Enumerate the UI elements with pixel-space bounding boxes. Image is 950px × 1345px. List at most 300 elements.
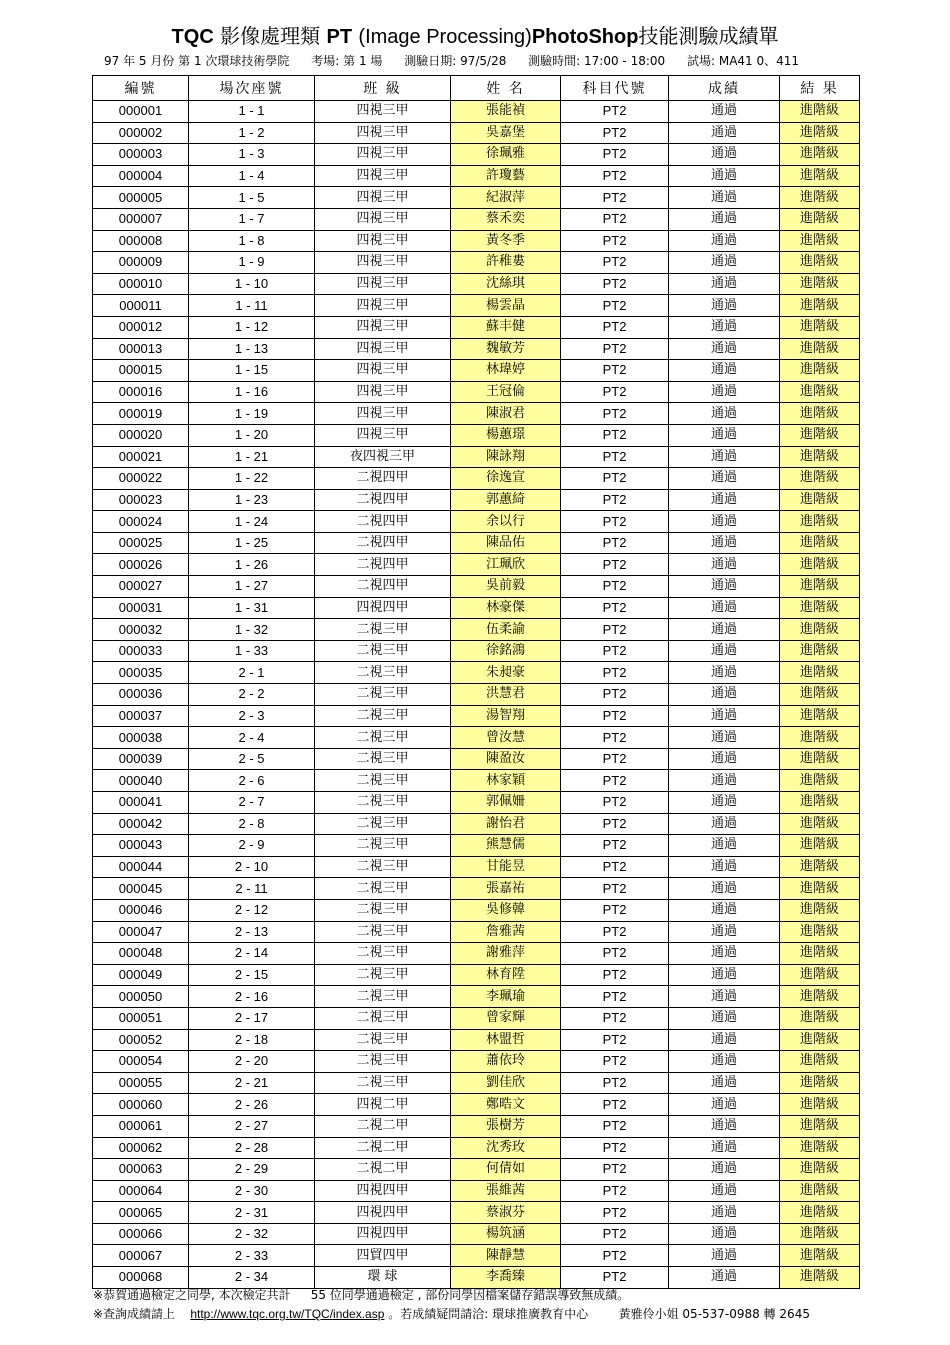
- cell-score: 通過: [669, 273, 780, 295]
- cell-result: 進階級: [780, 835, 860, 857]
- cell-result: 進階級: [780, 381, 860, 403]
- cell-id: 000032: [93, 619, 189, 641]
- cell-id: 000045: [93, 878, 189, 900]
- table-row: [93, 878, 860, 900]
- cell-class: 四視三甲: [315, 424, 451, 446]
- cell-score: 通過: [669, 1094, 780, 1116]
- cell-result: 進階級: [780, 748, 860, 770]
- cell-result: 進階級: [780, 878, 860, 900]
- cell-subject: PT2: [561, 662, 669, 684]
- cell-result: 進階級: [780, 295, 860, 317]
- table-row: [93, 1267, 860, 1289]
- cell-score: 通過: [669, 165, 780, 187]
- cell-name: 楊雲晶: [451, 295, 561, 317]
- cell-seat: 1 - 9: [189, 252, 315, 274]
- cell-class: 二視三甲: [315, 878, 451, 900]
- cell-seat: 2 - 12: [189, 899, 315, 921]
- cell-subject: PT2: [561, 813, 669, 835]
- cell-result: 進階級: [780, 1137, 860, 1159]
- cell-result: 進階級: [780, 1159, 860, 1181]
- table-row: [93, 1245, 860, 1267]
- cell-id: 000043: [93, 835, 189, 857]
- cell-class: 四視三甲: [315, 316, 451, 338]
- table-row: [93, 748, 860, 770]
- cell-id: 000054: [93, 1051, 189, 1073]
- cell-name: 林豪傑: [451, 597, 561, 619]
- cell-name: 王冠倫: [451, 381, 561, 403]
- cell-seat: 1 - 4: [189, 165, 315, 187]
- cell-id: 000009: [93, 252, 189, 274]
- cell-subject: PT2: [561, 187, 669, 209]
- pass-count: 55: [310, 1288, 326, 1302]
- cell-name: 陳盈汝: [451, 748, 561, 770]
- table-row: [93, 1029, 860, 1051]
- cell-seat: 2 - 33: [189, 1245, 315, 1267]
- cell-score: 通過: [669, 1223, 780, 1245]
- cell-subject: PT2: [561, 856, 669, 878]
- cell-result: 進階級: [780, 252, 860, 274]
- cell-seat: 1 - 11: [189, 295, 315, 317]
- cell-seat: 2 - 31: [189, 1202, 315, 1224]
- cell-subject: PT2: [561, 964, 669, 986]
- cell-subject: PT2: [561, 576, 669, 598]
- table-row: [93, 230, 860, 252]
- cell-id: 000037: [93, 705, 189, 727]
- cell-class: 二視三甲: [315, 662, 451, 684]
- table-row: [93, 208, 860, 230]
- cell-seat: 2 - 11: [189, 878, 315, 900]
- cell-id: 000012: [93, 316, 189, 338]
- cell-score: 通過: [669, 252, 780, 274]
- cell-score: 通過: [669, 1202, 780, 1224]
- exam-info: [104, 53, 817, 69]
- cell-id: 000041: [93, 792, 189, 814]
- cell-seat: 1 - 19: [189, 403, 315, 425]
- table-row: [93, 165, 860, 187]
- cell-result: 進階級: [780, 338, 860, 360]
- cell-id: 000010: [93, 273, 189, 295]
- cell-id: 000061: [93, 1115, 189, 1137]
- cell-subject: PT2: [561, 1051, 669, 1073]
- cell-name: 林瑋婷: [451, 360, 561, 382]
- footer-query: [93, 1306, 810, 1322]
- cell-seat: 2 - 26: [189, 1094, 315, 1116]
- cell-score: 通過: [669, 1029, 780, 1051]
- cell-score: 通過: [669, 338, 780, 360]
- title-brand: TQC: [171, 26, 214, 48]
- cell-name: 張樹芳: [451, 1115, 561, 1137]
- cell-score: 通過: [669, 1267, 780, 1289]
- cell-seat: 1 - 8: [189, 230, 315, 252]
- cell-id: 000007: [93, 208, 189, 230]
- cell-score: 通過: [669, 792, 780, 814]
- cell-class: 二視三甲: [315, 1072, 451, 1094]
- cell-result: 進階級: [780, 1223, 860, 1245]
- cell-id: 000040: [93, 770, 189, 792]
- cell-result: 進階級: [780, 446, 860, 468]
- table-row: [93, 252, 860, 274]
- cell-result: 進階級: [780, 165, 860, 187]
- table-row: [93, 424, 860, 446]
- cell-score: 通過: [669, 511, 780, 533]
- cell-subject: PT2: [561, 878, 669, 900]
- cell-subject: PT2: [561, 381, 669, 403]
- cell-seat: 2 - 29: [189, 1159, 315, 1181]
- table-row: [93, 921, 860, 943]
- cell-id: 000015: [93, 360, 189, 382]
- cell-name: 林家穎: [451, 770, 561, 792]
- exam-time: 測驗時間: 17:00 - 18:00: [528, 54, 666, 68]
- cell-result: 進階級: [780, 1202, 860, 1224]
- cell-class: 二視四甲: [315, 511, 451, 533]
- cell-score: 通過: [669, 1180, 780, 1202]
- cell-name: 林盟哲: [451, 1029, 561, 1051]
- cell-class: 四視三甲: [315, 165, 451, 187]
- cell-result: 進階級: [780, 597, 860, 619]
- cell-seat: 1 - 10: [189, 273, 315, 295]
- cell-id: 000001: [93, 101, 189, 123]
- cell-subject: PT2: [561, 338, 669, 360]
- cell-class: 二視三甲: [315, 921, 451, 943]
- cell-seat: 1 - 16: [189, 381, 315, 403]
- cell-name: 郭佩姍: [451, 792, 561, 814]
- cell-id: 000016: [93, 381, 189, 403]
- cell-id: 000025: [93, 532, 189, 554]
- cell-class: 四視三甲: [315, 230, 451, 252]
- cell-seat: 1 - 2: [189, 122, 315, 144]
- cell-class: 二視三甲: [315, 813, 451, 835]
- exam-date: 測驗日期: 97/5/28: [404, 54, 507, 68]
- cell-id: 000048: [93, 943, 189, 965]
- cell-seat: 2 - 9: [189, 835, 315, 857]
- table-row: [93, 1223, 860, 1245]
- cell-id: 000066: [93, 1223, 189, 1245]
- cell-subject: PT2: [561, 684, 669, 706]
- cell-id: 000023: [93, 489, 189, 511]
- cell-class: 四視三甲: [315, 122, 451, 144]
- cell-class: 二視四甲: [315, 554, 451, 576]
- table-row: [93, 1007, 860, 1029]
- cell-subject: PT2: [561, 1115, 669, 1137]
- cell-id: 000067: [93, 1245, 189, 1267]
- cell-class: 四視三甲: [315, 295, 451, 317]
- cell-class: 二視四甲: [315, 468, 451, 490]
- table-row: [93, 640, 860, 662]
- table-row: [93, 554, 860, 576]
- cell-name: 蔡淑芬: [451, 1202, 561, 1224]
- cell-result: 進階級: [780, 1051, 860, 1073]
- cell-subject: PT2: [561, 1180, 669, 1202]
- footer-query-b: 。若成績疑問請洽: 環球推廣教育中心: [388, 1307, 589, 1321]
- cell-class: 四視二甲: [315, 1094, 451, 1116]
- cell-result: 進階級: [780, 640, 860, 662]
- cell-class: 四視三甲: [315, 252, 451, 274]
- cell-id: 000064: [93, 1180, 189, 1202]
- cell-class: 二視四甲: [315, 489, 451, 511]
- cell-seat: 1 - 24: [189, 511, 315, 533]
- cell-name: 熊慧儒: [451, 835, 561, 857]
- cell-id: 000026: [93, 554, 189, 576]
- cell-id: 000068: [93, 1267, 189, 1289]
- cell-result: 進階級: [780, 1072, 860, 1094]
- cell-name: 張嘉祐: [451, 878, 561, 900]
- cell-result: 進階級: [780, 316, 860, 338]
- cell-class: 二視二甲: [315, 1115, 451, 1137]
- cell-name: 吳嘉堡: [451, 122, 561, 144]
- cell-seat: 1 - 33: [189, 640, 315, 662]
- cell-subject: PT2: [561, 792, 669, 814]
- cell-id: 000031: [93, 597, 189, 619]
- cell-name: 張維茜: [451, 1180, 561, 1202]
- cell-seat: 1 - 31: [189, 597, 315, 619]
- table-row: [93, 727, 860, 749]
- cell-name: 曾汝慧: [451, 727, 561, 749]
- cell-subject: PT2: [561, 122, 669, 144]
- cell-subject: PT2: [561, 144, 669, 166]
- cell-result: 進階級: [780, 813, 860, 835]
- cell-result: 進階級: [780, 230, 860, 252]
- cell-name: 蘇丰健: [451, 316, 561, 338]
- cell-subject: PT2: [561, 1245, 669, 1267]
- cell-subject: PT2: [561, 1007, 669, 1029]
- cell-name: 楊筑涵: [451, 1223, 561, 1245]
- cell-result: 進階級: [780, 770, 860, 792]
- table-row: [93, 1159, 860, 1181]
- cell-score: 通過: [669, 640, 780, 662]
- cell-name: 謝怡君: [451, 813, 561, 835]
- table-row: [93, 122, 860, 144]
- cell-subject: PT2: [561, 597, 669, 619]
- table-row: [93, 576, 860, 598]
- cell-seat: 2 - 7: [189, 792, 315, 814]
- cell-seat: 2 - 20: [189, 1051, 315, 1073]
- cell-name: 蕭依玲: [451, 1051, 561, 1073]
- cell-score: 通過: [669, 878, 780, 900]
- cell-result: 進階級: [780, 943, 860, 965]
- cell-seat: 2 - 18: [189, 1029, 315, 1051]
- cell-score: 通過: [669, 468, 780, 490]
- cell-class: 四視四甲: [315, 1202, 451, 1224]
- table-row: [93, 511, 860, 533]
- cell-name: 許瓊藝: [451, 165, 561, 187]
- cell-seat: 1 - 21: [189, 446, 315, 468]
- cell-name: 蔡禾奕: [451, 208, 561, 230]
- cell-score: 通過: [669, 770, 780, 792]
- cell-class: 四視四甲: [315, 597, 451, 619]
- cell-seat: 2 - 3: [189, 705, 315, 727]
- cell-id: 000021: [93, 446, 189, 468]
- cell-result: 進階級: [780, 1180, 860, 1202]
- table-row: [93, 187, 860, 209]
- cell-class: 環 球: [315, 1267, 451, 1289]
- cell-subject: PT2: [561, 770, 669, 792]
- cell-class: 二視二甲: [315, 1137, 451, 1159]
- cell-class: 四視四甲: [315, 1223, 451, 1245]
- cell-name: 詹雅茜: [451, 921, 561, 943]
- footer-note: [93, 1287, 629, 1303]
- cell-class: 二視三甲: [315, 748, 451, 770]
- cell-class: 四視三甲: [315, 144, 451, 166]
- cell-score: 通過: [669, 144, 780, 166]
- cell-id: 000049: [93, 964, 189, 986]
- cell-score: 通過: [669, 1115, 780, 1137]
- cell-class: 二視三甲: [315, 964, 451, 986]
- cell-subject: PT2: [561, 468, 669, 490]
- cell-result: 進階級: [780, 1267, 860, 1289]
- cell-name: 伍柔諭: [451, 619, 561, 641]
- cell-score: 通過: [669, 381, 780, 403]
- cell-score: 通過: [669, 684, 780, 706]
- table-row: [93, 338, 860, 360]
- cell-score: 通過: [669, 921, 780, 943]
- cell-id: 000062: [93, 1137, 189, 1159]
- cell-id: 000044: [93, 856, 189, 878]
- cell-id: 000011: [93, 295, 189, 317]
- cell-score: 通過: [669, 619, 780, 641]
- cell-id: 000020: [93, 424, 189, 446]
- cell-subject: PT2: [561, 727, 669, 749]
- table-row: [93, 684, 860, 706]
- cell-id: 000050: [93, 986, 189, 1008]
- title-product: PhotoShop: [531, 26, 639, 48]
- cell-name: 許稚婁: [451, 252, 561, 274]
- cell-seat: 1 - 23: [189, 489, 315, 511]
- cell-score: 通過: [669, 1245, 780, 1267]
- cell-result: 進階級: [780, 187, 860, 209]
- cell-result: 進階級: [780, 576, 860, 598]
- cell-subject: PT2: [561, 424, 669, 446]
- cell-class: 二視三甲: [315, 792, 451, 814]
- cell-subject: PT2: [561, 316, 669, 338]
- table-row: [93, 856, 860, 878]
- cell-name: 紀淑萍: [451, 187, 561, 209]
- cell-name: 謝雅萍: [451, 943, 561, 965]
- cell-subject: PT2: [561, 273, 669, 295]
- cell-id: 000027: [93, 576, 189, 598]
- cell-seat: 2 - 16: [189, 986, 315, 1008]
- cell-name: 陳詠翔: [451, 446, 561, 468]
- cell-seat: 2 - 1: [189, 662, 315, 684]
- table-row: [93, 273, 860, 295]
- cell-subject: PT2: [561, 1223, 669, 1245]
- cell-subject: PT2: [561, 230, 669, 252]
- cell-class: 二視二甲: [315, 1159, 451, 1181]
- cell-score: 通過: [669, 403, 780, 425]
- cell-id: 000038: [93, 727, 189, 749]
- cell-id: 000019: [93, 403, 189, 425]
- cell-name: 曾家輝: [451, 1007, 561, 1029]
- page-title: [0, 22, 950, 51]
- cell-result: 進階級: [780, 532, 860, 554]
- cell-id: 000035: [93, 662, 189, 684]
- col-header-name: 姓 名: [451, 76, 561, 101]
- cell-id: 000013: [93, 338, 189, 360]
- cell-score: 通過: [669, 986, 780, 1008]
- col-header-id: 編號: [93, 76, 189, 101]
- cell-subject: PT2: [561, 403, 669, 425]
- cell-score: 通過: [669, 187, 780, 209]
- cell-name: 何倩如: [451, 1159, 561, 1181]
- cell-score: 通過: [669, 597, 780, 619]
- cell-id: 000036: [93, 684, 189, 706]
- table-row: [93, 792, 860, 814]
- table-row: [93, 144, 860, 166]
- cell-subject: PT2: [561, 208, 669, 230]
- cell-subject: PT2: [561, 1267, 669, 1289]
- cell-seat: 1 - 1: [189, 101, 315, 123]
- col-header-seat: 場次座號: [189, 76, 315, 101]
- cell-class: 二視三甲: [315, 619, 451, 641]
- cell-name: 張能禎: [451, 101, 561, 123]
- cell-score: 通過: [669, 532, 780, 554]
- cell-name: 江珮欣: [451, 554, 561, 576]
- cell-class: 二視三甲: [315, 1007, 451, 1029]
- cell-id: 000022: [93, 468, 189, 490]
- cell-seat: 2 - 21: [189, 1072, 315, 1094]
- cell-name: 楊蕙璟: [451, 424, 561, 446]
- cell-subject: PT2: [561, 705, 669, 727]
- cell-subject: PT2: [561, 748, 669, 770]
- cell-subject: PT2: [561, 1094, 669, 1116]
- cell-seat: 2 - 34: [189, 1267, 315, 1289]
- tqc-link[interactable]: http://www.tqc.org.tw/TQC/index.asp: [190, 1307, 385, 1321]
- cell-id: 000063: [93, 1159, 189, 1181]
- cell-class: 四視三甲: [315, 360, 451, 382]
- cell-class: 二視三甲: [315, 684, 451, 706]
- cell-name: 湯智翔: [451, 705, 561, 727]
- cell-subject: PT2: [561, 1029, 669, 1051]
- cell-class: 四視三甲: [315, 208, 451, 230]
- cell-name: 徐珮雅: [451, 144, 561, 166]
- table-row: [93, 813, 860, 835]
- cell-seat: 2 - 8: [189, 813, 315, 835]
- cell-class: 二視三甲: [315, 1029, 451, 1051]
- cell-subject: PT2: [561, 489, 669, 511]
- cell-id: 000005: [93, 187, 189, 209]
- cell-score: 通過: [669, 964, 780, 986]
- cell-result: 進階級: [780, 424, 860, 446]
- cell-score: 通過: [669, 208, 780, 230]
- cell-id: 000039: [93, 748, 189, 770]
- cell-result: 進階級: [780, 684, 860, 706]
- cell-name: 黃冬季: [451, 230, 561, 252]
- cell-class: 二視三甲: [315, 770, 451, 792]
- cell-result: 進階級: [780, 921, 860, 943]
- cell-id: 000047: [93, 921, 189, 943]
- cell-name: 沈絲琪: [451, 273, 561, 295]
- footer-query-a: ※查詢成績請上: [93, 1307, 176, 1321]
- cell-score: 通過: [669, 230, 780, 252]
- table-row: [93, 1202, 860, 1224]
- cell-seat: 2 - 17: [189, 1007, 315, 1029]
- cell-seat: 2 - 5: [189, 748, 315, 770]
- cell-class: 四視三甲: [315, 338, 451, 360]
- cell-result: 進階級: [780, 273, 860, 295]
- cell-seat: 1 - 20: [189, 424, 315, 446]
- cell-score: 通過: [669, 705, 780, 727]
- cell-subject: PT2: [561, 835, 669, 857]
- cell-score: 通過: [669, 122, 780, 144]
- cell-seat: 1 - 25: [189, 532, 315, 554]
- cell-result: 進階級: [780, 856, 860, 878]
- cell-seat: 1 - 32: [189, 619, 315, 641]
- table-row: [93, 662, 860, 684]
- cell-seat: 1 - 22: [189, 468, 315, 490]
- title-code: PT: [326, 26, 353, 48]
- cell-result: 進階級: [780, 964, 860, 986]
- cell-name: 徐銘鴻: [451, 640, 561, 662]
- cell-seat: 1 - 3: [189, 144, 315, 166]
